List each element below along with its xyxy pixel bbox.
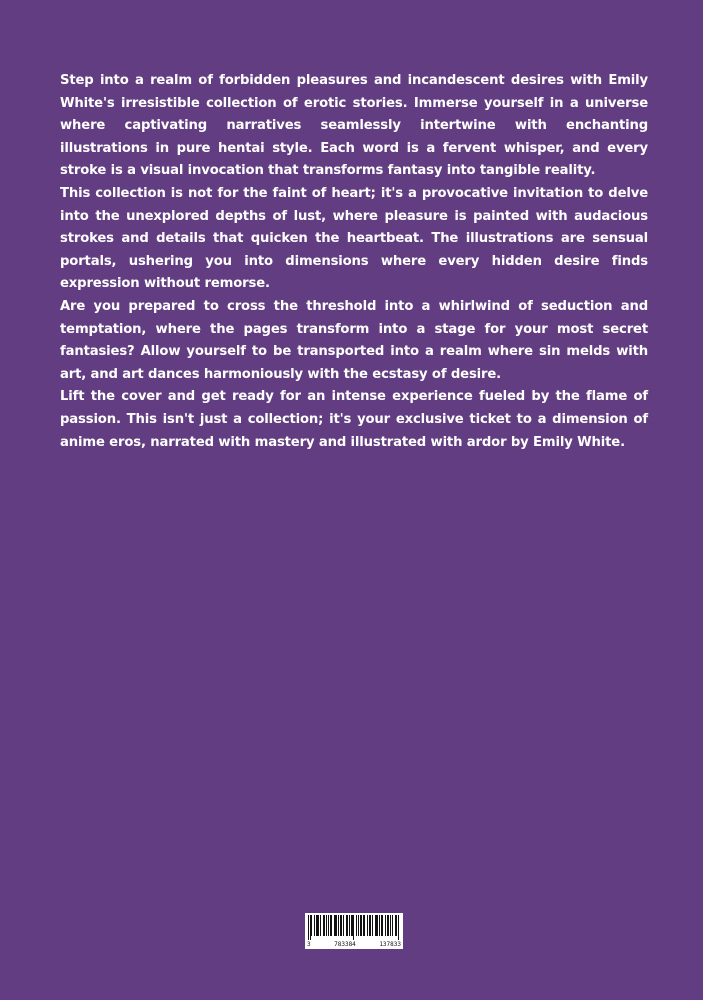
- barcode-bar: [323, 915, 324, 936]
- barcode-bar: [338, 915, 339, 936]
- barcode-bar: [328, 915, 329, 936]
- barcode-bar: [385, 915, 386, 936]
- barcode-bar: [377, 915, 378, 936]
- barcode-bar: [330, 915, 331, 936]
- barcode-bar: [364, 915, 365, 936]
- back-cover-blurb: [60, 70, 648, 454]
- barcode-bar: [372, 915, 373, 936]
- barcode-bar: [379, 915, 380, 936]
- barcode-bar: [392, 915, 393, 936]
- barcode-bar: [388, 915, 389, 936]
- barcode-bar: [349, 915, 350, 936]
- blurb-paragraph-4: Lift the cover and get ready for an intense experience fueled by the flame of passion. This isn't just a collection; it's your exclusive ticket to a dimension of anime eros, narrated with mastery and illustrated with ardor by Emily White.: [60, 389, 648, 450]
- barcode-digit-group-2: 137833: [379, 941, 401, 948]
- blurb-paragraph-2: This collection is not for the faint of heart; it's a provocative invitation to delve into the unexplored depths of lust, where pleasure is painted with audacious strokes and details that quicken the heartbeat. The illustrations are sensual portals, ushering you into dimensions where every hidden desire finds expression without remorse.: [60, 185, 648, 292]
- barcode-bar: [367, 915, 368, 936]
- barcode-bar: [387, 915, 388, 936]
- barcode-bar: [363, 915, 364, 936]
- barcode-bar: [390, 915, 391, 936]
- page-edge: [703, 0, 707, 1000]
- barcode-bar: [352, 915, 353, 936]
- barcode-bar: [310, 915, 311, 940]
- barcode-bar: [324, 915, 325, 936]
- barcode-bar: [396, 915, 397, 936]
- barcode-bar: [343, 915, 344, 936]
- barcode-bar: [326, 915, 327, 936]
- barcode-bar: [370, 915, 371, 936]
- barcode-bar: [356, 915, 357, 936]
- barcode-bar: [358, 915, 359, 936]
- barcode-bar: [317, 915, 318, 936]
- barcode-bar: [351, 915, 352, 936]
- barcode-bar: [334, 915, 335, 936]
- barcode-bar: [308, 915, 309, 940]
- barcode-bar: [316, 915, 317, 936]
- barcode-bar: [335, 915, 336, 936]
- isbn-barcode: [305, 913, 403, 949]
- barcode-bar: [360, 915, 361, 936]
- barcode-bar: [369, 915, 370, 936]
- barcode-bar: [398, 915, 399, 940]
- barcode-bar: [318, 915, 319, 936]
- blurb-paragraph-1: Step into a realm of forbidden pleasures and incandescent desires with Emily White's irresistible collection of erotic stories. Immerse yourself in a universe where captivating narratives seamlessly intertwine with enchanting illustrations in pure hentai style. Each word is a fervent whisper, and every stroke is a visual invocation that transforms fantasy into tangible reality.: [60, 73, 648, 179]
- barcode-digit-prefix: 3: [307, 941, 311, 948]
- barcode-bar: [347, 915, 348, 936]
- barcode-bar: [311, 915, 312, 936]
- barcode-bar: [381, 915, 382, 936]
- barcode-bar: [336, 915, 337, 936]
- barcode-bar: [341, 915, 342, 936]
- barcode-digits: [307, 941, 401, 948]
- barcode-bar: [376, 915, 377, 936]
- barcode-bar: [331, 915, 332, 936]
- barcode-bar: [353, 915, 354, 940]
- barcode-bar: [340, 915, 341, 936]
- barcode-bar: [361, 915, 362, 936]
- barcode-bar: [320, 915, 321, 936]
- blurb-paragraph-3: Are you prepared to cross the threshold into a whirlwind of seduction and temptation, where the pages transform into a stage for your most secret fantasies? Allow yourself to be transported into a realm where sin melds with art, and art dances harmoniously with the ecstasy of desire.: [60, 298, 648, 382]
- barcode-bar: [375, 915, 376, 936]
- barcode-bar: [314, 915, 315, 936]
- barcode-bar: [382, 915, 383, 936]
- barcode-bar: [395, 915, 396, 936]
- barcode-digit-group-1: 783384: [334, 941, 356, 948]
- barcode-bars: [308, 915, 400, 940]
- barcode-bar: [346, 915, 347, 936]
